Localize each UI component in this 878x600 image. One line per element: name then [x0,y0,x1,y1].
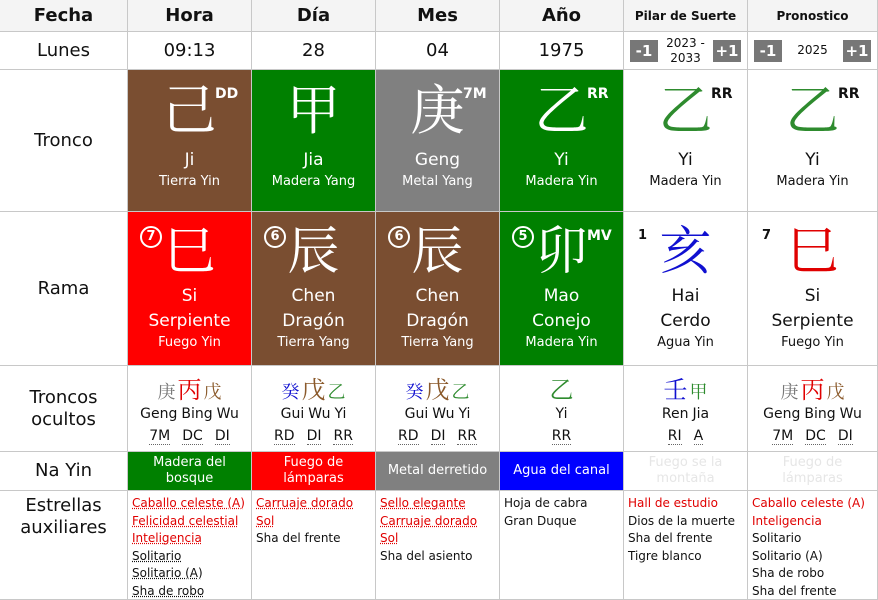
hidden-stem-star: DC [182,428,203,444]
hidden-stem-glyph: 丙 [177,376,202,404]
tronco-glyph: 己 [162,79,217,142]
hidden-stem-glyphs [128,370,251,405]
star-item[interactable]: Carruaje dorado [380,513,478,528]
hidden-stem-name: Jia [692,406,710,422]
hidden-stem-stars [376,428,499,445]
rama-animal: Dragón [282,311,345,331]
star-item[interactable]: Solitario (A) [752,548,823,563]
pronostico-minus-button[interactable]: -1 [754,40,782,62]
hidden-stem-glyph: 壬 [663,376,688,404]
rama-element: Tierra Yang [401,335,474,350]
hidden-stem-names [128,406,251,422]
hidden-stem-name: Yi [334,406,347,422]
hidden-stems-cell [748,366,878,452]
hidden-stem-name: Gui [280,406,305,422]
star-item[interactable]: Sha del asiento [380,548,473,563]
rama-glyph: 亥 [659,222,712,282]
tronco-name: Ji [184,150,195,170]
rama-animal: Cerdo [660,311,711,331]
pilar-range: 2023 - 2033 [666,35,705,65]
na-yin-cell: Fuego se la montaña [624,452,748,491]
rama-animal: Dragón [406,311,469,331]
hidden-stem-star: RR [551,428,572,444]
stars-cell [128,491,252,600]
rama-number-circle: 5 [512,226,534,248]
pilar-plus-button[interactable]: +1 [713,40,741,62]
hidden-stem-stars [252,428,375,445]
stars-cell [748,491,878,600]
hidden-stem-glyphs [376,370,499,405]
tronco-element: Madera Yin [776,174,849,189]
hidden-stem-star: RD [274,428,295,444]
hora-value: 09:13 [128,32,252,70]
hidden-stem-glyph: 乙 [327,382,346,403]
hidden-stem-star: RI [667,428,682,444]
hidden-stem-glyph: 戊 [425,376,450,404]
hidden-stem-name: Yi [458,406,471,422]
pronostico-controls [748,32,878,70]
pronostico-year: 2025 [797,43,828,57]
hidden-stem-glyph: 癸 [281,382,300,403]
tronco-element: Metal Yang [402,174,473,189]
star-item[interactable]: Sha de robo [752,566,825,580]
rama-number: 1 [638,228,648,243]
tronco-cell [624,70,748,212]
rama-name: Si [181,286,198,306]
star-item[interactable]: Dios de la muerte [628,513,735,528]
star-item[interactable]: Sello elegante [380,496,466,510]
tronco-glyph: 甲 [286,79,341,142]
hidden-stems-cell [500,366,624,452]
header-pronostico: Pronostico [748,0,878,32]
hidden-stem-star: DI [214,428,230,444]
row-label-tronco: Tronco [0,70,128,212]
hidden-stem-name: Yi [555,406,568,422]
rama-number-circle: 6 [264,226,286,248]
rama-cell [748,212,878,366]
stars-cell [624,491,748,600]
hidden-stem-names [748,406,877,422]
hidden-stem-stars [500,428,623,445]
star-item[interactable]: Sol [380,531,399,545]
tronco-cell [748,70,878,212]
weekday-label: Lunes [0,32,128,70]
tronco-cell [500,70,624,212]
tronco-glyph: 乙 [658,79,713,142]
hidden-stem-name: Ren [661,406,689,422]
hidden-stem-name: Bing [181,406,213,422]
tronco-badge: RR [711,86,733,102]
hidden-stem-star: A [693,428,704,444]
rama-element: Tierra Yang [277,335,350,350]
pilar-controls [624,32,748,70]
tronco-name: Geng [414,150,461,170]
tronco-element: Madera Yin [525,174,598,189]
tronco-badge: RR [838,86,860,102]
hidden-stem-star: 7M [772,428,794,444]
tronco-element: Madera Yang [271,174,356,189]
hidden-stem-glyph: 戊 [301,376,326,404]
na-yin-cell: Fuego de lámparas [748,452,878,491]
mes-value: 04 [376,32,500,70]
hidden-stem-names [376,406,499,422]
hidden-stem-glyph: 乙 [451,382,470,403]
hidden-stem-name: Geng [140,406,178,422]
rama-cell [500,212,624,366]
rama-animal: Serpiente [148,311,231,331]
star-item[interactable]: Caballo celeste (A) [752,496,865,510]
hidden-stem-star: DC [805,428,826,444]
rama-animal: Serpiente [771,311,854,331]
rama-element: Fuego Yin [158,335,221,350]
star-item[interactable]: Sha del frente [752,583,837,598]
hidden-stem-name: Bing [804,406,836,422]
na-yin-cell: Madera del bosque [128,452,252,491]
rama-name: Si [804,286,821,306]
stars-cell [252,491,376,600]
hidden-stem-glyphs [500,370,623,405]
hidden-stem-star: DI [306,428,322,444]
hidden-stem-name: Gui [404,406,429,422]
na-yin-cell: Agua del canal [500,452,624,491]
hidden-stem-glyph: 庚 [157,382,176,403]
tronco-cell [128,70,252,212]
rama-glyph: 辰 [411,222,464,282]
tronco-glyph: 庚 [410,79,465,142]
rama-glyph: 辰 [287,222,340,282]
hidden-stem-name: Wu [432,406,455,422]
rama-animal: Conejo [532,311,591,331]
rama-name: Chen [291,286,336,306]
hidden-stem-star: 7M [149,428,171,444]
rama-cell [376,212,500,366]
hidden-stem-names [500,406,623,422]
hidden-stem-name: Wu [216,406,239,422]
tronco-cell [252,70,376,212]
star-item[interactable]: Solitario (A) [132,566,203,580]
anio-value: 1975 [500,32,624,70]
pilar-minus-button[interactable]: -1 [630,40,658,62]
hidden-stem-names [252,406,375,422]
rama-element: Agua Yin [657,335,714,350]
star-item[interactable]: Gran Duque [504,513,577,528]
hidden-stem-glyph: 甲 [689,382,708,403]
row-label-troncos-ocultos: Troncos ocultos [0,366,128,452]
hidden-stem-star: RR [457,428,477,444]
row-label-rama: Rama [0,212,128,366]
star-item[interactable]: Sol [256,513,275,528]
tronco-badge: RR [587,86,609,102]
pronostico-plus-button[interactable]: +1 [843,40,871,62]
hidden-stem-glyph: 丙 [800,376,825,404]
rama-number: 7 [762,228,772,243]
hidden-stems-cell [624,366,748,452]
tronco-element: Madera Yin [649,174,722,189]
rama-cell [252,212,376,366]
star-item[interactable]: Felicidad celestial [132,513,239,528]
rama-number-circle: 7 [140,226,162,248]
rama-name: Mao [543,286,580,306]
tronco-element: Tierra Yin [158,174,221,189]
hidden-stem-glyph: 乙 [549,376,574,404]
star-item[interactable]: Inteligencia [752,513,822,528]
star-item[interactable]: Carruaje dorado [256,496,354,510]
hidden-stem-glyphs [252,370,375,405]
rama-badge: MV [587,228,612,244]
rama-name: Chen [415,286,460,306]
hidden-stem-glyphs [624,370,747,405]
hidden-stem-name: Wu [839,406,862,422]
header-pilar-de-suerte: Pilar de Suerte [624,0,748,32]
hidden-stem-glyph: 癸 [405,382,424,403]
rama-number-circle: 6 [388,226,410,248]
tronco-badge: 7M [463,86,487,102]
rama-element: Madera Yin [525,335,598,350]
tronco-glyph: 乙 [534,79,589,142]
star-item[interactable]: Sha de robo [132,583,205,598]
hidden-stem-glyph: 戊 [203,382,222,403]
star-item[interactable]: Caballo celeste (A) [132,496,245,510]
header-dia: Día [252,0,376,32]
hidden-stem-star: DI [837,428,853,444]
rama-glyph: 巳 [163,222,216,282]
star-item[interactable]: Hoja de cabra [504,496,588,510]
hidden-stem-name: Wu [308,406,331,422]
row-label-na-yin: Na Yin [0,452,128,491]
rama-cell [624,212,748,366]
star-item[interactable]: Sha del frente [628,531,713,545]
rama-element: Fuego Yin [781,335,844,350]
tronco-name: Jia [303,150,324,170]
header-hora: Hora [128,0,252,32]
hidden-stem-stars [624,428,747,445]
hidden-stem-glyphs [748,370,877,405]
hidden-stem-glyph: 戊 [826,382,845,403]
hidden-stem-star: RD [398,428,419,444]
tronco-name: Yi [678,150,693,170]
hidden-stem-star: RR [333,428,353,444]
hidden-stems-cell [252,366,376,452]
star-item[interactable]: Tigre blanco [628,548,702,563]
dia-value: 28 [252,32,376,70]
tronco-glyph: 乙 [785,79,840,142]
row-label-estrellas: Estrellas auxiliares [0,491,128,600]
stars-cell [376,491,500,600]
tronco-name: Yi [554,150,569,170]
na-yin-cell: Metal derretido [376,452,500,491]
hidden-stem-glyph: 庚 [780,382,799,403]
star-item[interactable]: Solitario [752,531,802,545]
hidden-stem-names [624,406,747,422]
star-item[interactable]: Sha del frente [256,531,341,545]
star-item[interactable]: Inteligencia [132,531,202,545]
na-yin-cell: Fuego de lámparas [252,452,376,491]
header-fecha: Fecha [0,0,128,32]
hidden-stems-cell [376,366,500,452]
hidden-stem-stars [128,428,251,445]
rama-glyph: 巳 [786,222,839,282]
stars-cell [500,491,624,600]
tronco-badge: DD [215,86,239,102]
hidden-stem-star: DI [430,428,446,444]
star-item[interactable]: Hall de estudio [628,496,718,510]
hidden-stem-stars [748,428,877,445]
rama-name: Hai [671,286,700,306]
hidden-stem-name: Geng [763,406,801,422]
hidden-stems-cell [128,366,252,452]
header-mes: Mes [376,0,500,32]
star-item[interactable]: Solitario [132,548,182,563]
tronco-name: Yi [805,150,820,170]
header-anio: Año [500,0,624,32]
tronco-cell [376,70,500,212]
rama-cell [128,212,252,366]
rama-glyph: 卯 [535,222,588,282]
